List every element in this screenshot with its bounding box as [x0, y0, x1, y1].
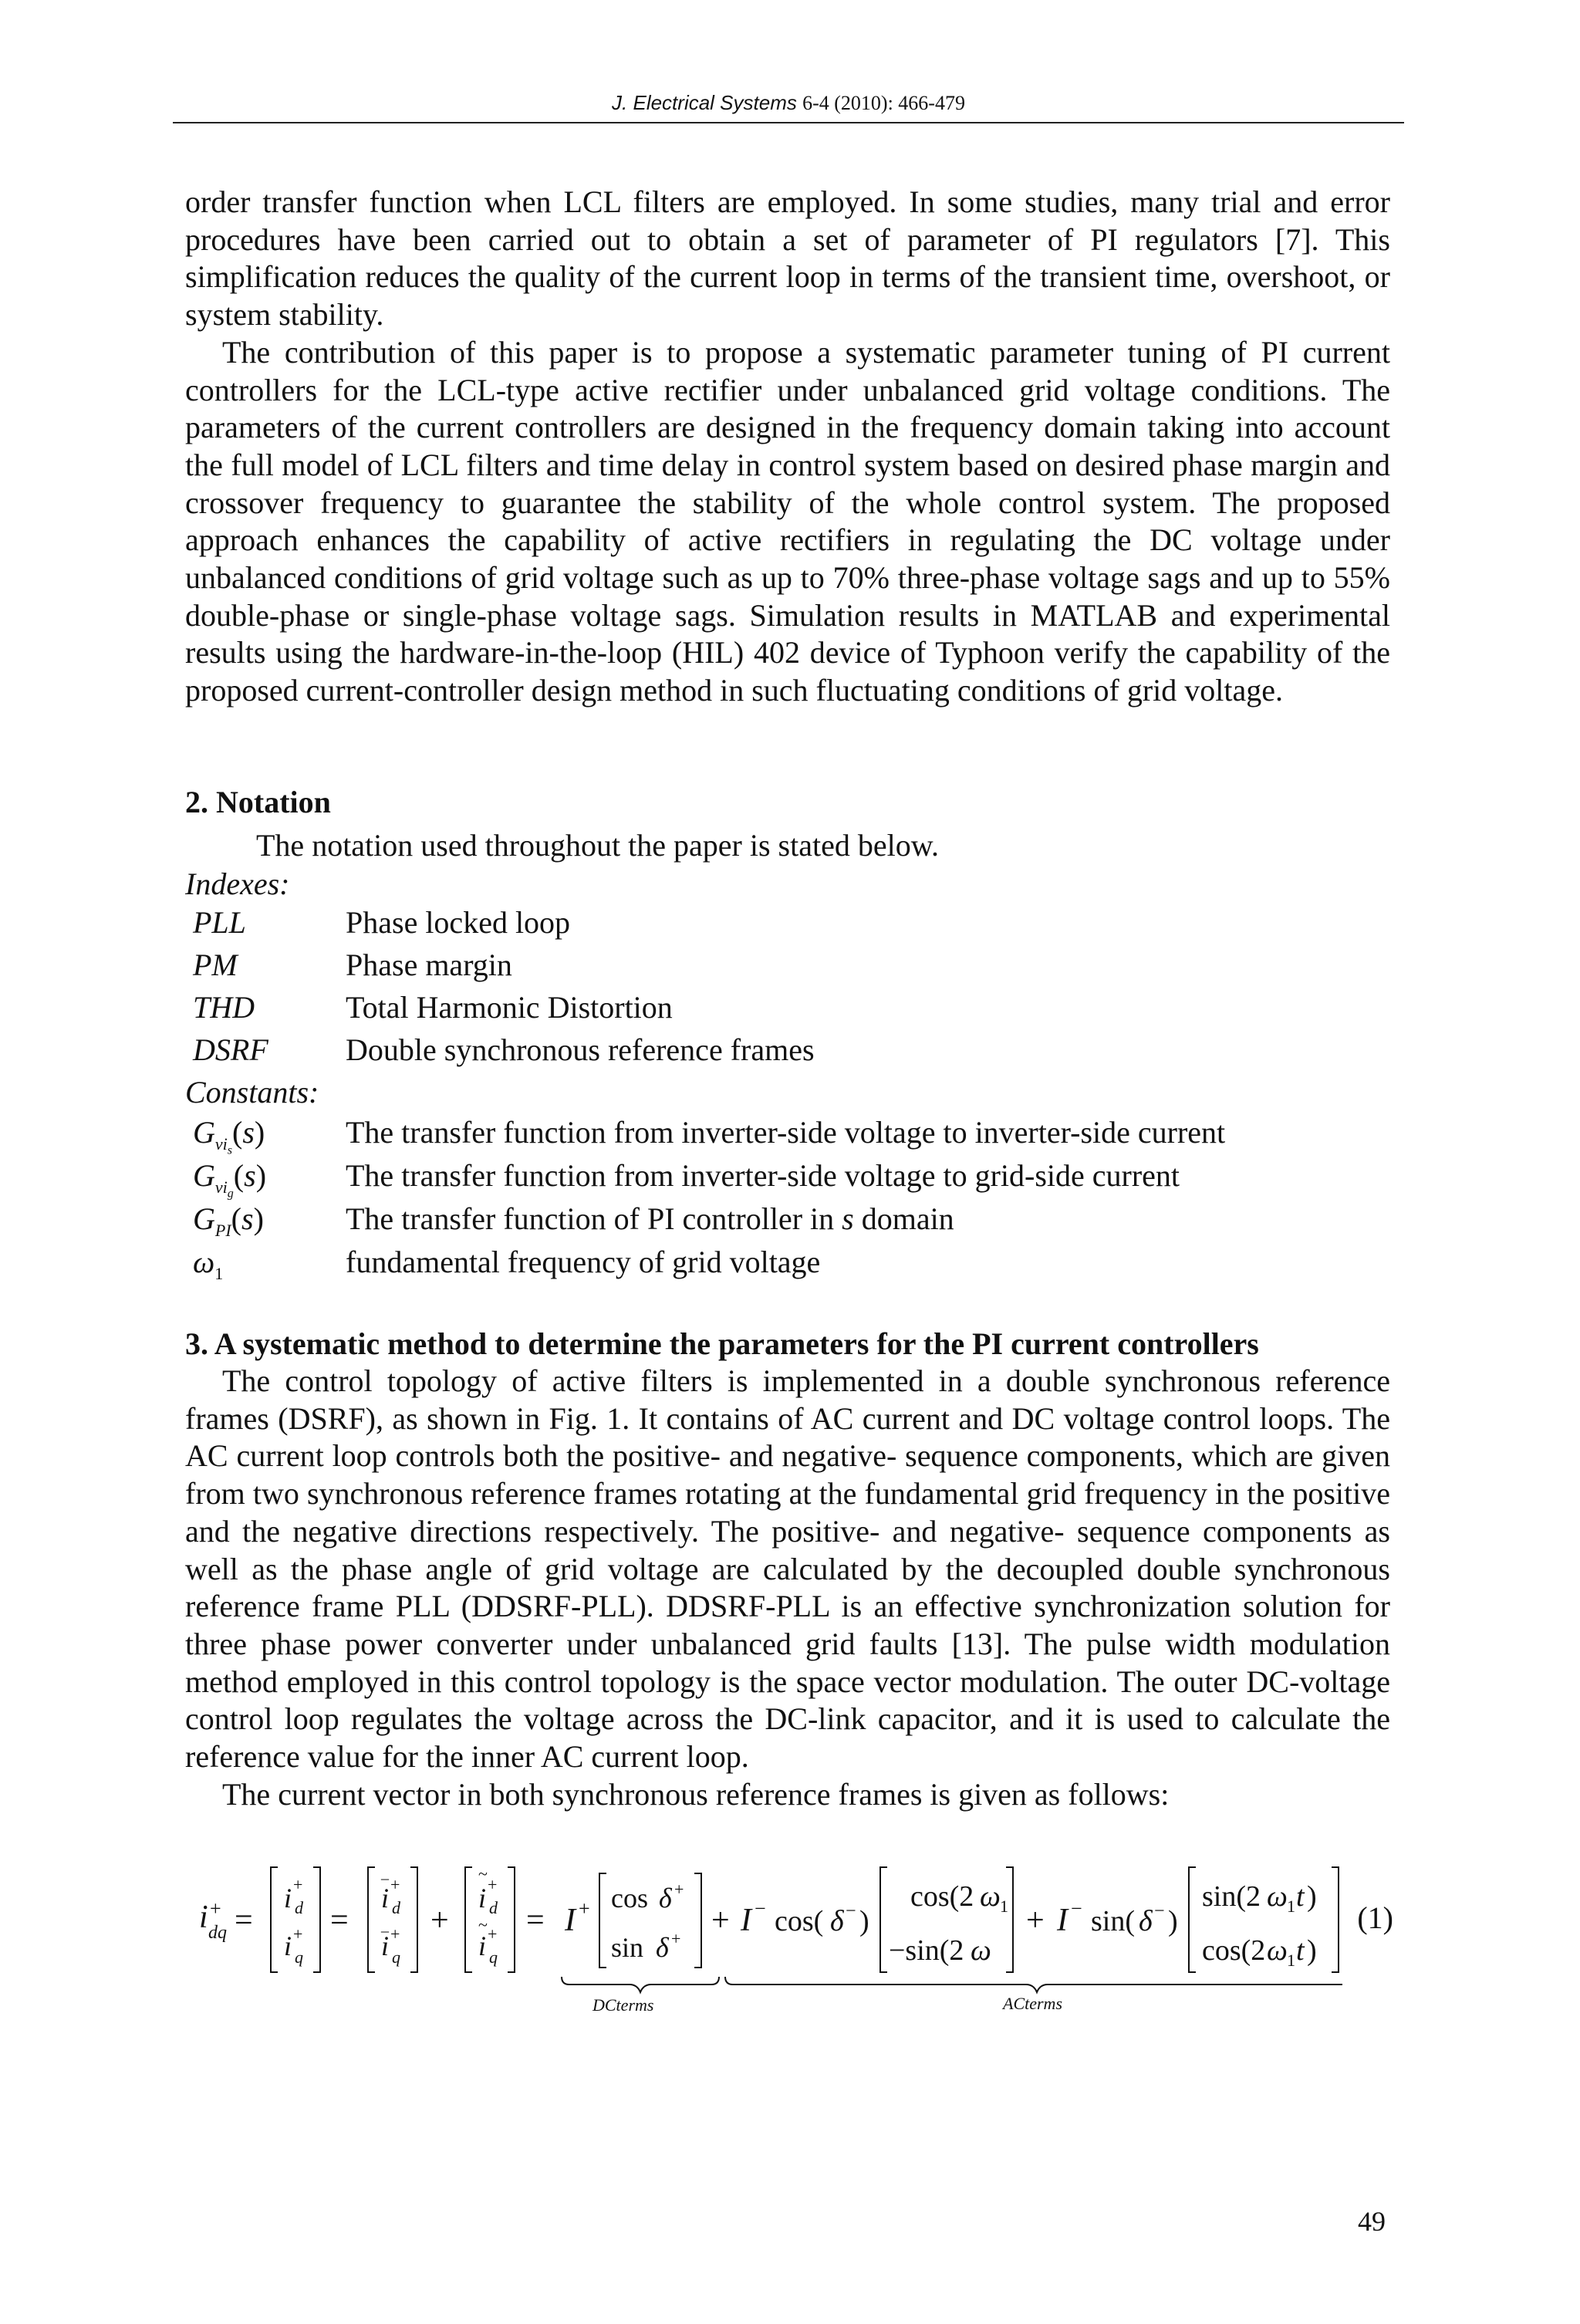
svg-text:i: i	[199, 1900, 208, 1935]
constant-symbol: $G_{PI}(s)$	[193, 1201, 264, 1240]
svg-text:+: +	[1026, 1903, 1045, 1938]
index-row	[185, 1032, 1389, 1073]
section-3-paragraph-2: The current vector in both synchronous reference frames is given as follows:	[222, 1776, 1170, 1812]
constant-row	[185, 1114, 1389, 1156]
index-symbol: THD	[193, 990, 255, 1025]
constant-symbol: $\omega_1$	[193, 1245, 224, 1283]
svg-text:δ: δ	[656, 1932, 669, 1963]
svg-text:−: −	[755, 1897, 766, 1920]
omega-subscript: 1	[1000, 1897, 1008, 1916]
svg-text:sin(2: sin(2	[1202, 1880, 1261, 1913]
index-definition: Phase locked loop	[346, 905, 571, 940]
svg-text:+: +	[210, 1897, 221, 1920]
index-row	[185, 989, 1389, 1031]
svg-text:+: +	[579, 1897, 590, 1920]
svg-text:δ: δ	[1139, 1905, 1153, 1937]
paragraph-1: order transfer function when LCL filters are employed. In some studies, many trial and error procedures have been carried out to obtain a set of parameter of PI regulators [7]. This simplification reduces the quality of the current loop in terms of the transient time, overshoot, or system stability.	[185, 184, 1390, 333]
svg-text:ω: ω	[1267, 1880, 1288, 1913]
svg-text:−sin(2: −sin(2	[889, 1934, 964, 1967]
equation-1-ac-matrix-detail	[185, 1860, 1342, 2014]
dc-terms-label: DCterms	[592, 1995, 654, 2014]
svg-text:_: _	[381, 1865, 389, 1882]
svg-text:i: i	[381, 1930, 390, 1961]
svg-text:cos: cos	[611, 1883, 648, 1914]
svg-text:+: +	[671, 1929, 681, 1948]
svg-text:=: =	[235, 1903, 253, 1938]
svg-text:t: t	[1296, 1934, 1305, 1967]
svg-text:): )	[1307, 1934, 1317, 1967]
svg-text:_: _	[381, 1917, 389, 1934]
svg-text:+: +	[488, 1924, 498, 1944]
svg-text:I: I	[565, 1903, 576, 1938]
svg-text:+: +	[390, 1924, 400, 1944]
constants-label: Constants:	[185, 1075, 319, 1110]
intro-text	[185, 184, 1390, 710]
svg-text:d: d	[295, 1898, 303, 1917]
svg-text:+: +	[430, 1903, 449, 1938]
index-definition: Phase margin	[346, 948, 512, 982]
svg-text:~: ~	[478, 1915, 488, 1934]
constant-definition: The transfer function of PI controller in s domain	[346, 1201, 954, 1236]
svg-text:1: 1	[1287, 1897, 1295, 1916]
index-symbol: PLL	[193, 905, 246, 940]
constant-row	[185, 1157, 1389, 1199]
svg-text:i: i	[478, 1883, 487, 1914]
svg-text:+: +	[711, 1903, 730, 1938]
svg-text:sin(: sin(	[1091, 1905, 1135, 1937]
svg-text:I: I	[741, 1903, 751, 1938]
svg-text:q: q	[392, 1947, 400, 1967]
svg-text:i: i	[381, 1883, 390, 1914]
svg-text:): )	[859, 1905, 869, 1937]
svg-text:−: −	[1071, 1897, 1082, 1920]
constant-symbol: $G_{vi_g}(s)$	[193, 1158, 267, 1201]
index-symbol: DSRF	[193, 1032, 268, 1067]
svg-text:cos(2: cos(2	[910, 1880, 974, 1913]
constant-definition: The transfer function from inverter-side voltage to grid-side current	[346, 1158, 1180, 1193]
index-row	[185, 904, 1389, 946]
svg-text:+: +	[293, 1924, 303, 1944]
svg-text:=: =	[526, 1903, 545, 1938]
svg-text:1: 1	[1287, 1951, 1295, 1970]
svg-text:~: ~	[478, 1864, 488, 1883]
svg-text:+: +	[488, 1875, 498, 1894]
svg-text:sin: sin	[611, 1932, 644, 1963]
svg-text:q: q	[295, 1947, 303, 1967]
page-number: 49	[1358, 2206, 1386, 2237]
index-row	[185, 947, 1389, 988]
svg-text:+: +	[293, 1875, 303, 1894]
svg-text:+: +	[674, 1880, 684, 1899]
constant-row	[185, 1244, 1389, 1285]
constant-definition: The transfer function from inverter-side voltage to inverter-side current	[346, 1115, 1226, 1150]
svg-text:δ: δ	[830, 1905, 844, 1937]
svg-text:ω: ω	[1267, 1934, 1288, 1967]
ac-terms-label: ACterms	[1003, 1994, 1062, 2013]
svg-text:dq: dq	[208, 1923, 227, 1943]
index-definition: Double synchronous reference frames	[346, 1032, 815, 1067]
svg-text:t: t	[1296, 1880, 1305, 1913]
section-3-heading: 3. A systematic method to determine the parameters for the PI current controllers	[185, 1326, 1259, 1361]
journal-citation: 6-4 (2010): 466-479	[802, 92, 965, 114]
constant-definition: fundamental frequency of grid voltage	[346, 1245, 821, 1279]
journal-name: J. Electrical Systems	[612, 91, 797, 114]
equation-number: (1)	[1357, 1900, 1393, 1935]
svg-text:cos(: cos(	[775, 1905, 824, 1937]
svg-text:d: d	[489, 1898, 498, 1917]
svg-text:+: +	[390, 1875, 400, 1894]
svg-text:ω: ω	[980, 1880, 1001, 1913]
svg-text:−: −	[846, 1901, 856, 1921]
constant-row	[185, 1201, 1389, 1242]
svg-text:cos(2: cos(2	[1202, 1934, 1266, 1967]
svg-text:d: d	[392, 1898, 400, 1917]
svg-text:q: q	[489, 1947, 498, 1967]
svg-text:i: i	[478, 1930, 487, 1961]
paragraph-2: The contribution of this paper is to propose a systematic parameter tuning of PI current controllers for the LCL-type active rectifier under unbalanced grid voltage conditions. The parameters of the current controllers are designed in the frequency domain taking into account the full model of LCL filters and time delay in control system based on desired phase margin and crossover frequency to guarantee the stability of the whole control system. The proposed approach enhances the capability of active rectifiers in regulating the DC voltage under unbalanced conditions of grid voltage such as up to 70% three-phase voltage sags and up to 55% double-phase or single-phase voltage sags. Simulation results in MATLAB and experimental results using the hardware-in-the-loop (HIL) 402 device of Typhoon verify the capability of the proposed current-controller design method in such fluctuating conditions of grid voltage.	[185, 334, 1390, 708]
svg-text:i: i	[284, 1883, 292, 1914]
constant-symbol: $G_{vi_s}(s)$	[193, 1115, 265, 1157]
svg-text:ω: ω	[971, 1934, 991, 1967]
index-symbol: PM	[193, 948, 238, 982]
svg-text:=: =	[330, 1903, 349, 1938]
svg-text:I: I	[1057, 1903, 1068, 1938]
svg-text:i: i	[284, 1930, 292, 1961]
indexes-label: Indexes:	[185, 866, 290, 901]
index-definition: Total Harmonic Distortion	[346, 990, 673, 1025]
section-3-text	[185, 1363, 1390, 1813]
svg-text:−: −	[1154, 1901, 1165, 1921]
section-2-heading: 2. Notation	[185, 785, 331, 819]
svg-text:): )	[1168, 1905, 1178, 1937]
svg-text:δ: δ	[659, 1883, 672, 1914]
running-header	[173, 91, 1404, 115]
notation-intro: The notation used throughout the paper is stated below.	[256, 828, 939, 863]
header-rule	[173, 122, 1404, 123]
svg-text:): )	[1307, 1880, 1317, 1913]
section-3-paragraph-1: The control topology of active filters is implemented in a double synchronous reference frames (DSRF), as shown in Fig. 1. It contains of AC current and DC voltage control loops. The AC current loop controls both the positive- and negative- sequence components, which are given from two synchronous reference frames rotating at the fundamental grid frequency in the positive and the negative directions respectively. The positive- and negative- sequence components as well as the phase angle of grid voltage are calculated by the decoupled double synchronous reference frame PLL (DDSRF-PLL). DDSRF-PLL is an effective synchronization solution for three phase power converter under unbalanced grid faults [13]. The pulse width modulation method employed in this control topology is the space vector modulation. The outer DC-voltage control loop regulates the voltage across the DC-link capacitor, and it is used to calculate the reference value for the inner AC current loop.	[185, 1363, 1390, 1775]
